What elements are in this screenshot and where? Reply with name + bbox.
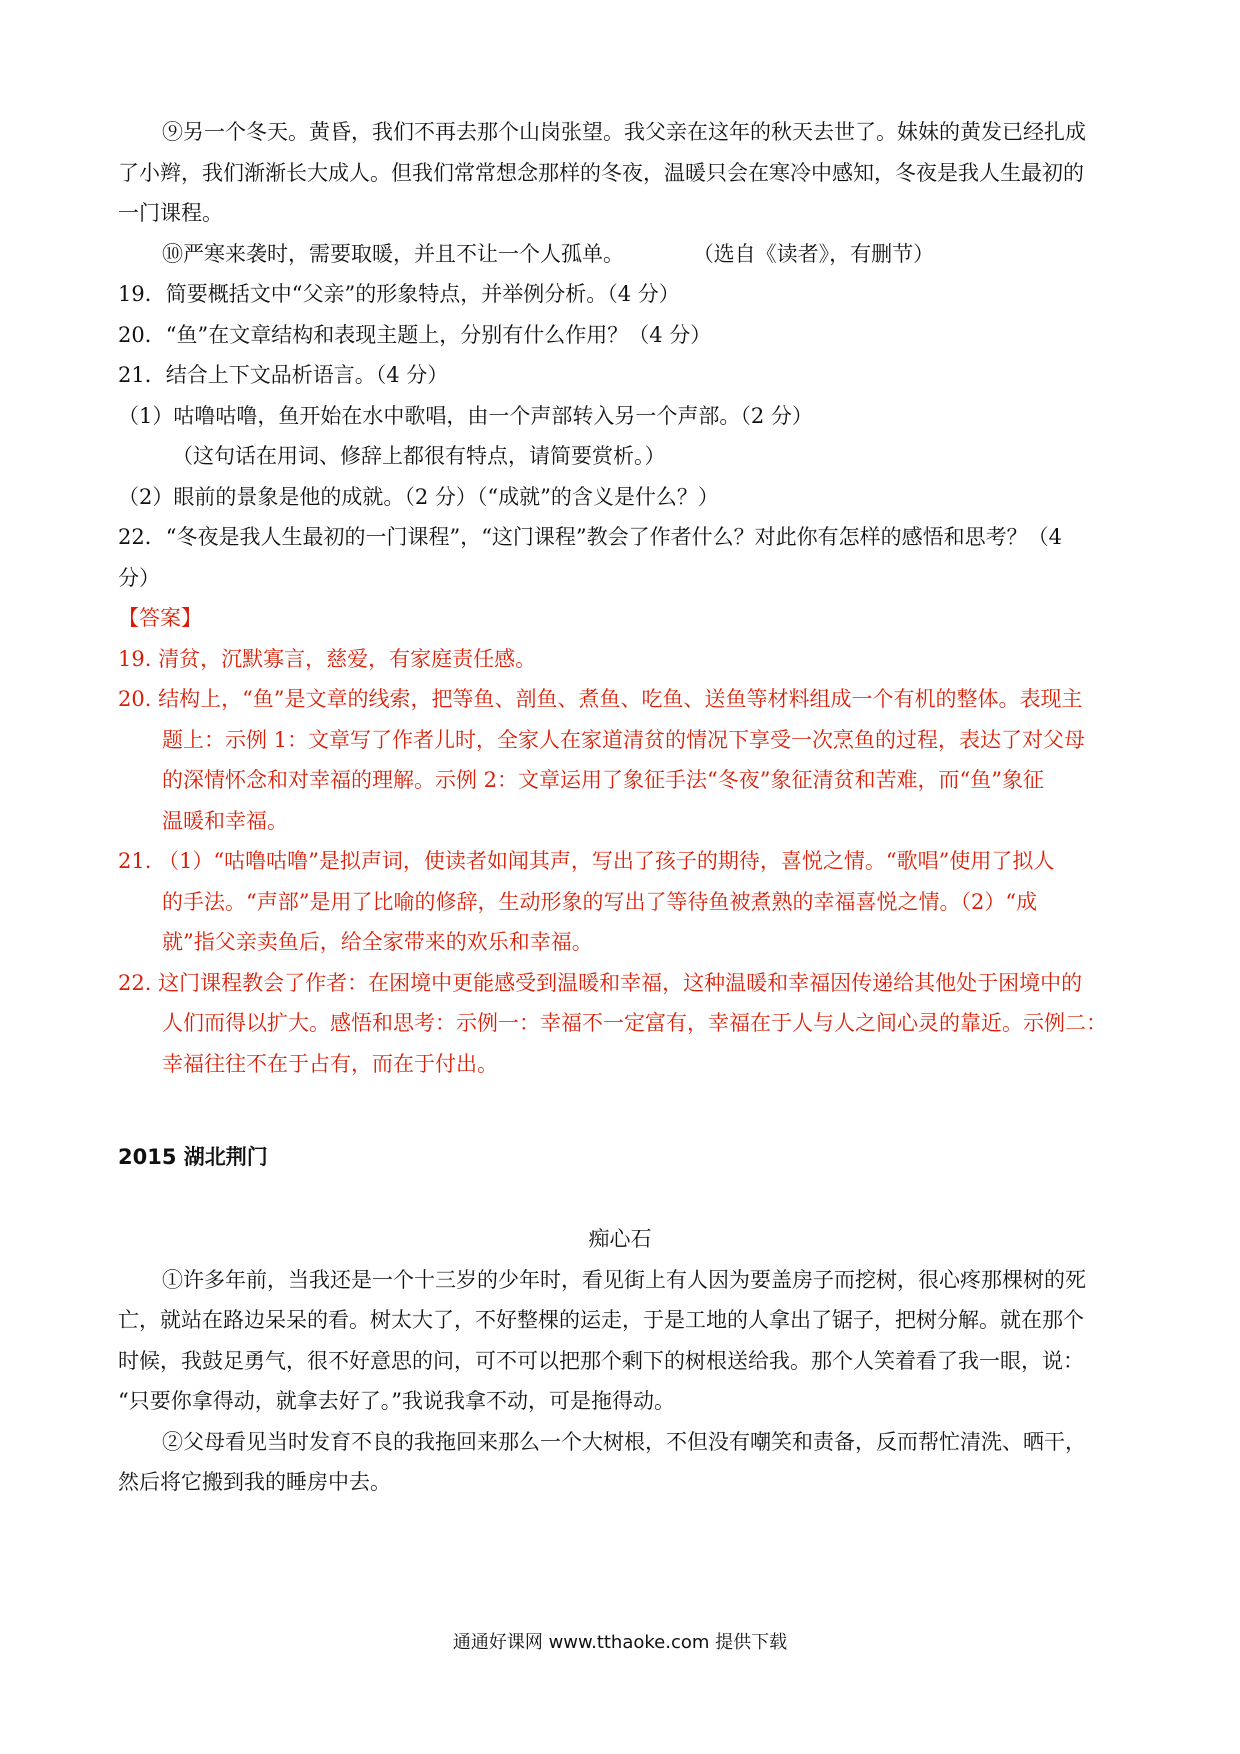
page-footer: 通通好课网 www.tthaoke.com 提供下载	[452, 1632, 788, 1653]
question-21-part-2: （2）眼前的景象是他的成就。（2 分）（“成就”的含义是什么？）	[118, 485, 719, 509]
paragraph-10	[162, 241, 1172, 267]
paragraph-1-line-4: “只要你拿得动，就拿去好了。”我说我拿不动，可是拖得动。	[118, 1389, 675, 1413]
answer-22-line-1: 22. 这门课程教会了作者：在困境中更能感受到温暖和幸福，这种温暖和幸福因传递给其他处于困境中的	[118, 971, 1083, 995]
question-20: 20．“鱼”在文章结构和表现主题上，分别有什么作用？（4 分）	[118, 323, 712, 347]
paragraph-9-line-3: 一门课程。	[118, 201, 223, 225]
question-22-line-1: 22．“冬夜是我人生最初的一门课程”，“这门课程”教会了作者什么？对此你有怎样的感悟和思考？（4	[118, 525, 1063, 549]
answer-20-line-2: 题上：示例 1：文章写了作者儿时，全家人在家道清贫的情况下享受一次烹鱼的过程，表达了对父母	[162, 728, 1086, 752]
paragraph-9-line-2: 了小辫，我们渐渐长大成人。但我们常常想念那样的冬夜，温暖只会在寒冷中感知，冬夜是我人生最初的	[118, 161, 1084, 185]
section-heading: 2015 湖北荆门	[118, 1145, 268, 1169]
question-21-part-1: （1）咕噜咕噜，鱼开始在水中歌唱，由一个声部转入另一个声部。（2 分）	[118, 404, 813, 428]
paragraph-1-line-1: ①许多年前，当我还是一个十三岁的少年时，看见街上有人因为要盖房子而挖树，很心疼那棵树的死	[162, 1268, 1086, 1292]
paragraph-10-text: ⑩严寒来袭时，需要取暖，并且不让一个人孤单。	[162, 242, 624, 266]
answer-20-line-1: 20. 结构上，“鱼”是文章的线索，把等鱼、剖鱼、煮鱼、吃鱼、送鱼等材料组成一个有机的整体。表现主	[118, 687, 1083, 711]
answer-19: 19. 清贫，沉默寡言，慈爱，有家庭责任感。	[118, 647, 537, 671]
question-22-line-2: 分）	[118, 566, 160, 590]
question-19: 19．简要概括文中“父亲”的形象特点，并举例分析。（4 分）	[118, 282, 680, 306]
passage-title: 痴心石	[588, 1227, 652, 1251]
answer-21-line-1: 21. （1）“咕噜咕噜”是拟声词，使读者如闻其声，写出了孩子的期待，喜悦之情。“歌唱”使用了拟人	[118, 849, 1055, 873]
answer-21-line-3: 就”指父亲卖鱼后，给全家带来的欢乐和幸福。	[162, 930, 593, 954]
question-21: 21．结合上下文品析语言。（4 分）	[118, 363, 449, 387]
answer-20-line-4: 温暖和幸福。	[162, 809, 288, 833]
paragraph-2-line-2: 然后将它搬到我的睡房中去。	[118, 1470, 391, 1494]
answer-21-line-2: 的手法。“声部”是用了比喻的修辞，生动形象的写出了等待鱼被煮熟的幸福喜悦之情。（2）“成	[162, 890, 1038, 914]
answer-22-line-2: 人们而得以扩大。感悟和思考：示例一：幸福不一定富有，幸福在于人与人之间心灵的靠近。示例二：	[162, 1011, 1107, 1035]
answer-20-line-3: 的深情怀念和对幸福的理解。示例 2：文章运用了象征手法“冬夜”象征清贫和苦难，而“鱼”象征	[162, 768, 1044, 792]
answer-22-line-3: 幸福往往不在于占有，而在于付出。	[162, 1052, 498, 1076]
source-note: （选自《读者》，有删节）	[692, 242, 935, 266]
answer-heading: 【答案】	[118, 606, 202, 630]
paragraph-1-line-2: 亡，就站在路边呆呆的看。树太大了，不好整棵的运走，于是工地的人拿出了锯子，把树分解。就在那个	[118, 1308, 1084, 1332]
paragraph-1-line-3: 时候，我鼓足勇气，很不好意思的问，可不可以把那个剩下的树根送给我。那个人笑着看了我一眼，说：	[118, 1349, 1084, 1373]
paragraph-9-line-1: ⑨另一个冬天。黄昏，我们不再去那个山岗张望。我父亲在这年的秋天去世了。妹妹的黄发已经扎成	[162, 120, 1086, 144]
paragraph-2-line-1: ②父母看见当时发育不良的我拖回来那么一个大树根，不但没有嘲笑和责备，反而帮忙清洗、晒干，	[162, 1430, 1086, 1454]
question-21-part-1-note: （这句话在用词、修辞上都很有特点，请简要赏析。）	[172, 444, 666, 468]
